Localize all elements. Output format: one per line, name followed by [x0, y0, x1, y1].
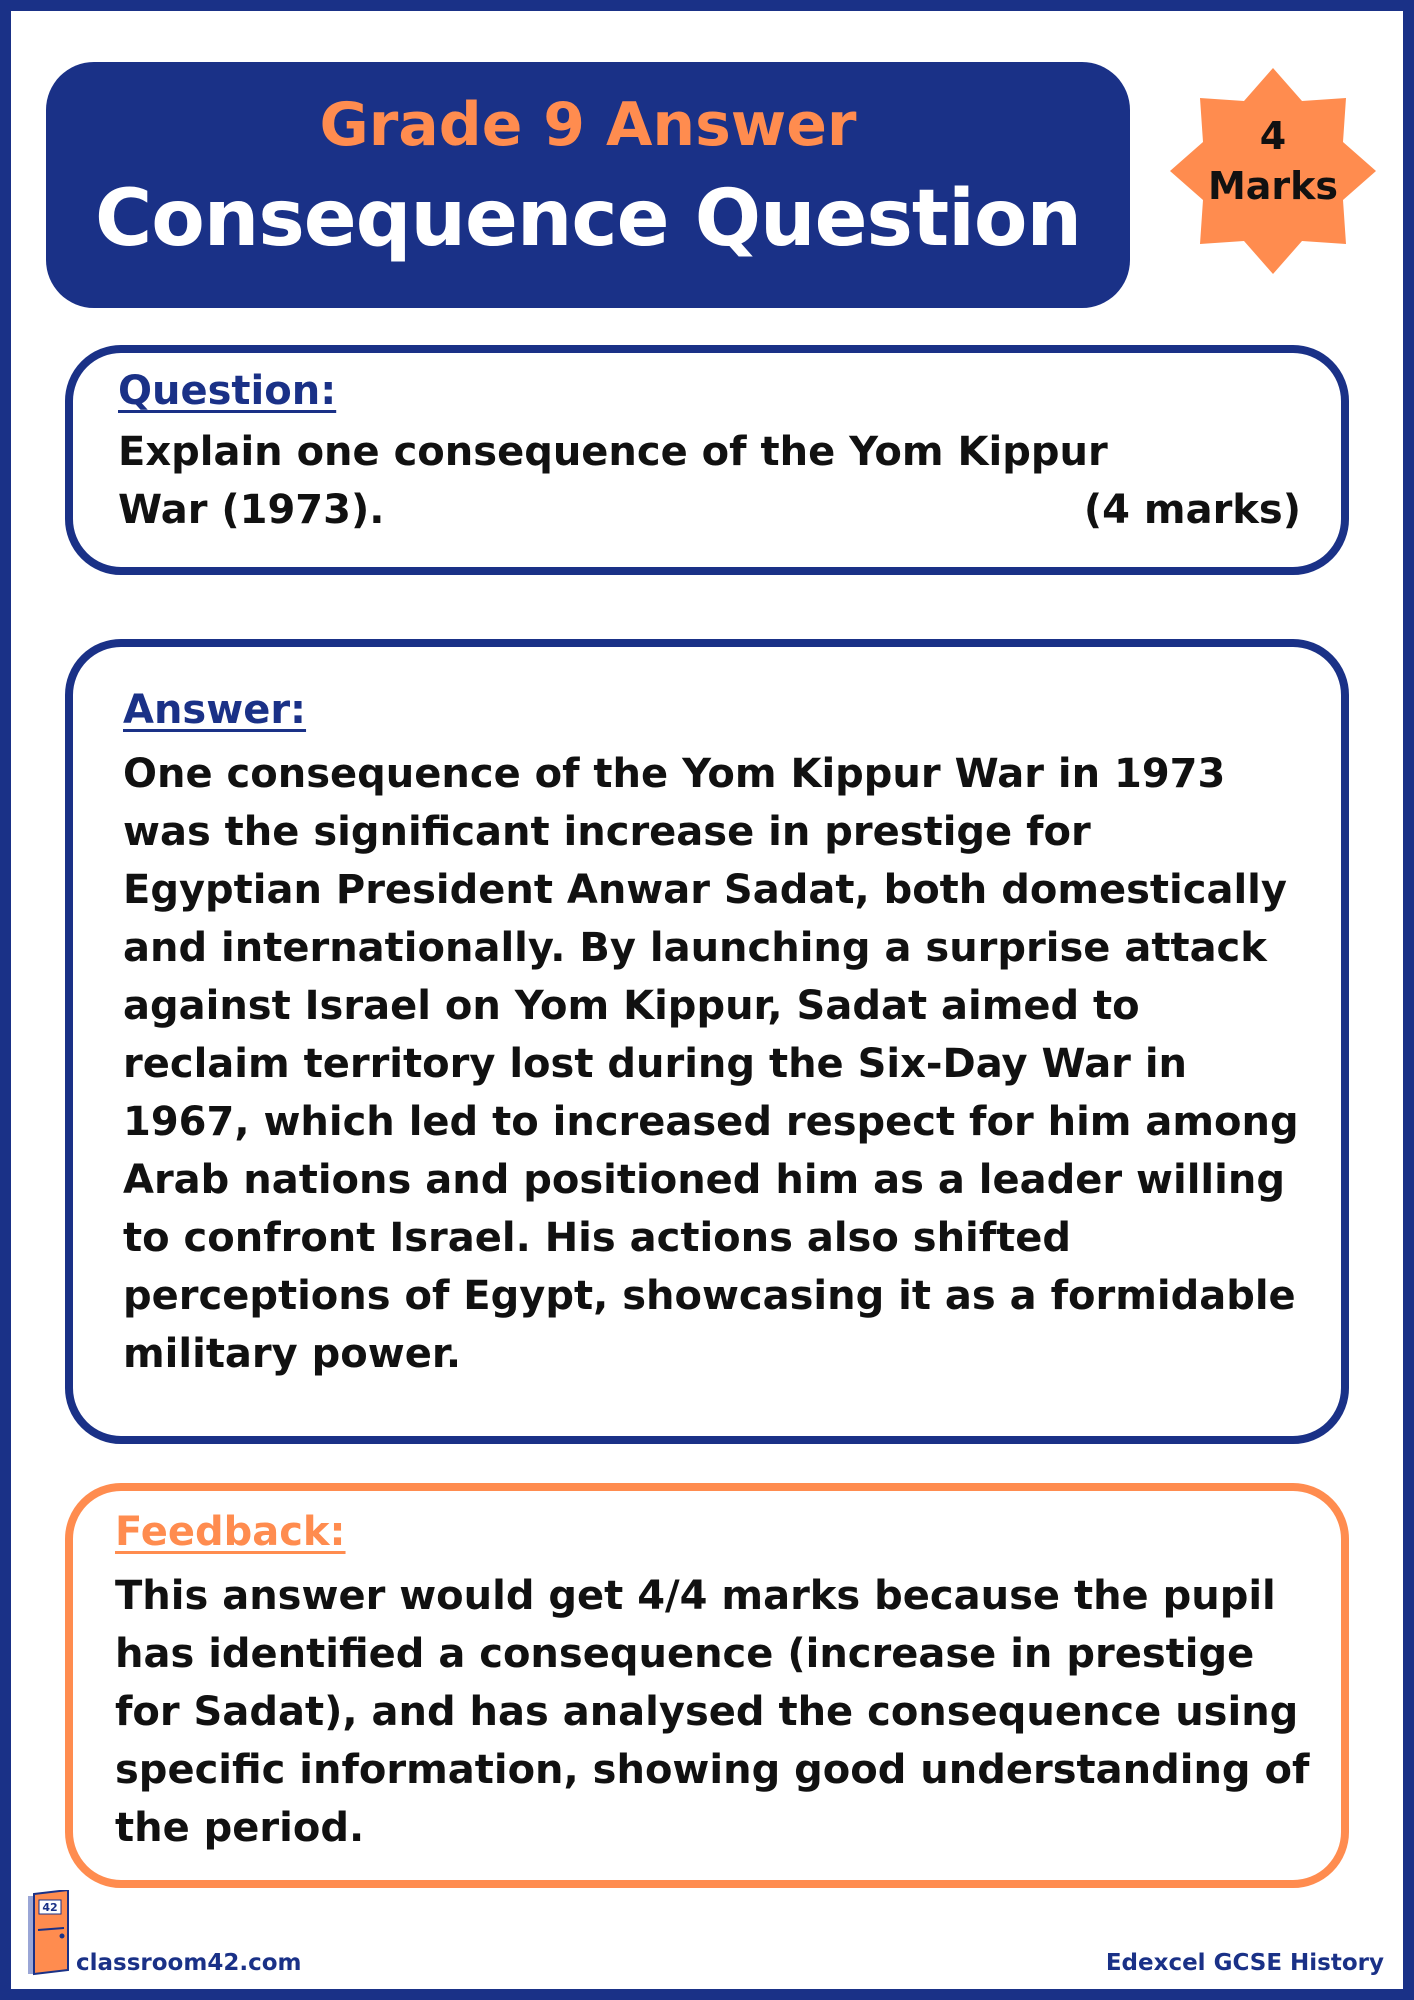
feedback-text: This answer would get 4/4 marks because the pupil has identified a consequence (increase in prestige for Sadat), and has analysed the consequence using specific information, showing good understanding of the period.: [115, 1573, 1310, 1851]
question-card: [65, 345, 1349, 575]
footer-site-link[interactable]: classroom42.com: [76, 1950, 302, 1976]
marks-badge: [1168, 66, 1378, 276]
answer-heading: Answer:: [123, 687, 307, 733]
question-heading: Question:: [118, 368, 337, 414]
feedback-card: [65, 1483, 1349, 1888]
question-marks: (4 marks): [1083, 487, 1301, 533]
marks-number: 4: [1259, 114, 1287, 158]
answer-card: [65, 639, 1349, 1444]
header-banner: [46, 62, 1130, 308]
page-title: Consequence Question: [94, 174, 1082, 264]
footer-course-label: Edexcel GCSE History: [1105, 1950, 1384, 1976]
marks-label: Marks: [1207, 164, 1339, 208]
classroom42-logo-icon: [26, 1890, 72, 1978]
header-subtitle: Grade 9 Answer: [319, 90, 857, 160]
svg-text:42: 42: [42, 1901, 58, 1914]
answer-text: One consequence of the Yom Kippur War in 1973 was the significant increase in prestige for Egyptian President Anwar Sadat, both domestically and internationally. By launching a surprise attack against Israel on Yom Kippur, Sadat aimed to reclaim territory lost during the Six-Day War in 1967, which led to increased respect for him among Arab nations and positioned him as a leader willing to confront Israel. His actions also shifted perceptions of Egypt, showcasing it as a formidable military power.: [123, 751, 1299, 1377]
question-text: Explain one consequence of the Yom Kippur War (1973).: [118, 429, 1108, 533]
feedback-heading: Feedback:: [115, 1509, 346, 1555]
